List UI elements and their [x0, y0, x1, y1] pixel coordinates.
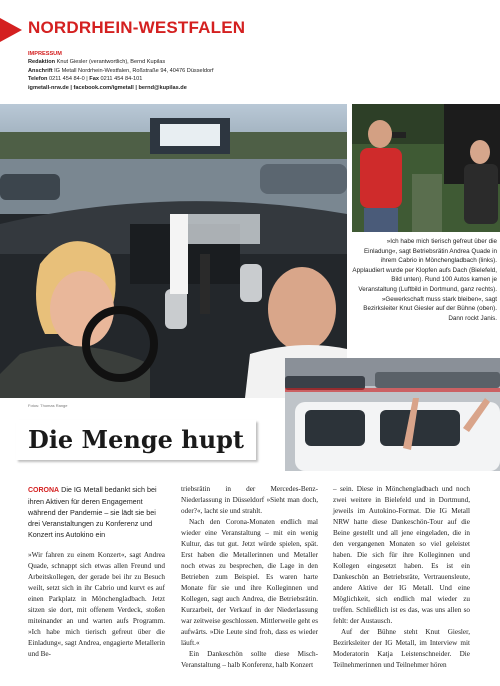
section-marker-arrow [0, 18, 22, 42]
photo-caption: »Ich habe mich tierisch gefreut über die Einladung«, sagt Betriebsrätin Andrea Quade in ihrem Cabrio in Mönchengladbach (links). Applaudiert wurde per Klopfen aufs Dach (Bielefeld, Bild unten). Rund 100 Autos kamen je Veranstaltung (Luftbild in Dortmund, ganz rechts). »Gewerkschaft muss stark bleiben«, sagt Bezirksleiter Knut Giesler auf der Bühne (oben). Dann rockt Janis. [352, 238, 497, 322]
fax-label: Fax [89, 76, 99, 83]
photo-cars-applause [285, 358, 500, 471]
article-paragraph: Auf der Bühne steht Knut Giesler, Bezirksleiter der IG Metall, im Interview mit Moderatorin Katja Leistenschneider. Die Teilnehmerinnen und Teilnehmer hören [333, 628, 470, 669]
anschrift-label: Anschrift [28, 67, 53, 74]
redaktion-value: Knut Giesler (verantwortlich), Bernd Kupilas [56, 59, 166, 66]
photo-cars-illustration [285, 358, 500, 471]
impressum-telefon: Telefon 0211 454 84-0 | Fax 0211 454 84-101 [28, 76, 143, 83]
photo-stage-illustration [352, 104, 500, 232]
section-title: NORDRHEIN-WESTFALEN [28, 18, 246, 37]
article-column-3 [333, 484, 470, 671]
article-paragraph: »Wir fahren zu einem Konzert«, sagt Andrea Quade, schnappt sich etwas allen Freund und Arbeitskollegen, der gerade bei ihr zu Besuch weilt, setzt sich in ihr Cabrio und kurvt es auf einen Parkplatz in Mönchengladbach. Jetzt sitzen sie dort, mit offenem Verdeck, stoßen miteinander an und warten aufs Programm. »Ich habe mich tierisch gefreut über die Einladung«, sagt Andrea, engagierte Metallerin und Be- [28, 551, 165, 658]
article-lead-text: Die IG Metall bedankt sich bei ihren Aktiven für deren Engagement während der Pandemie – sie lädt sie bei drei Veranstaltungen zu Konferenz und Konzert ins Autokino ein [28, 485, 157, 539]
photo-cabrio-illustration [0, 104, 347, 398]
article-paragraph: – sein. Diese in Mönchengladbach und noch zwei weitere in Bielefeld und in Dortmund, jeweils im Autokino-Format. Die IG Metall NRW hatte diese Dankeschön-Tour auf die Beine gestellt und all jene eingeladen, die in den vergangenen Monaten so viel geleistet haben. Die sich für ihre Kolleginnen und Kollegen eingesetzt haben. Es ist ein Dankeschön an Betriebsräte, Vertrauensleute, andere Aktive der IG Metall. Und eine Möglichkeit, sich endlich mal wieder zu treffen. Schließlich ist es das, was uns allen so fehlt: der Austausch. [333, 485, 470, 625]
article-paragraph: triebsrätin in der Mercedes-Benz-Niederlassung in Düsseldorf »Sieht man doch, oder?«, lacht sie und strahlt. [181, 485, 318, 515]
photo-cabrio-toast [0, 104, 347, 398]
anschrift-value: IG Metall Nordrhein-Westfalen, Roßstraße 94, 40476 Düsseldorf [54, 67, 214, 74]
redaktion-label: Redaktion [28, 59, 56, 66]
photo-credit: Fotos: Thomas Range [28, 403, 68, 408]
article-paragraph: Ein Dankeschön sollte diese Misch-Veranstaltung – halb Konferenz, halb Konzert [181, 650, 318, 669]
telefon-label: Telefon [28, 76, 48, 83]
article-headline: Die Menge hupt [28, 425, 245, 454]
article-kicker: CORONA [28, 487, 60, 494]
article-column-2 [181, 484, 318, 671]
impressum-block [28, 50, 328, 84]
telefon-value: 0211 454 84-0 [49, 76, 85, 83]
social-links[interactable]: igmetall-nrw.de | facebook.com/igmetall | bernd@kupilas.de [28, 85, 187, 91]
fax-value: 0211 454 84-101 [100, 76, 143, 83]
article-paragraph: Nach den Corona-Monaten endlich mal wieder eine Veranstaltung – mit ein wenig Kultur, das tut gut. Jetzt würde spielen, spät. Erst haben die Metallerinnen und Metaller noch etwas zu besprechen, die Lage in den Betrieben zum Beispiel. Es waren harte Monate für sie und ihre Kolleginnen und Kollegen, sagt auch Andrea, die Betriebsrätin. Kurzarbeit, der Verkauf in der Niederlassung war zeitweise geschlossen. Mittlerweile geht es aufwärts. »Die Leute sind froh, dass es wieder läuft.« [181, 518, 318, 647]
impressum-anschrift [28, 67, 328, 75]
photo-stage-speaker [352, 104, 500, 232]
impressum-redaktion [28, 58, 328, 66]
article-column-1 [28, 484, 165, 660]
article-lead [28, 484, 165, 540]
impressum-heading: IMPRESSUM [28, 51, 62, 57]
